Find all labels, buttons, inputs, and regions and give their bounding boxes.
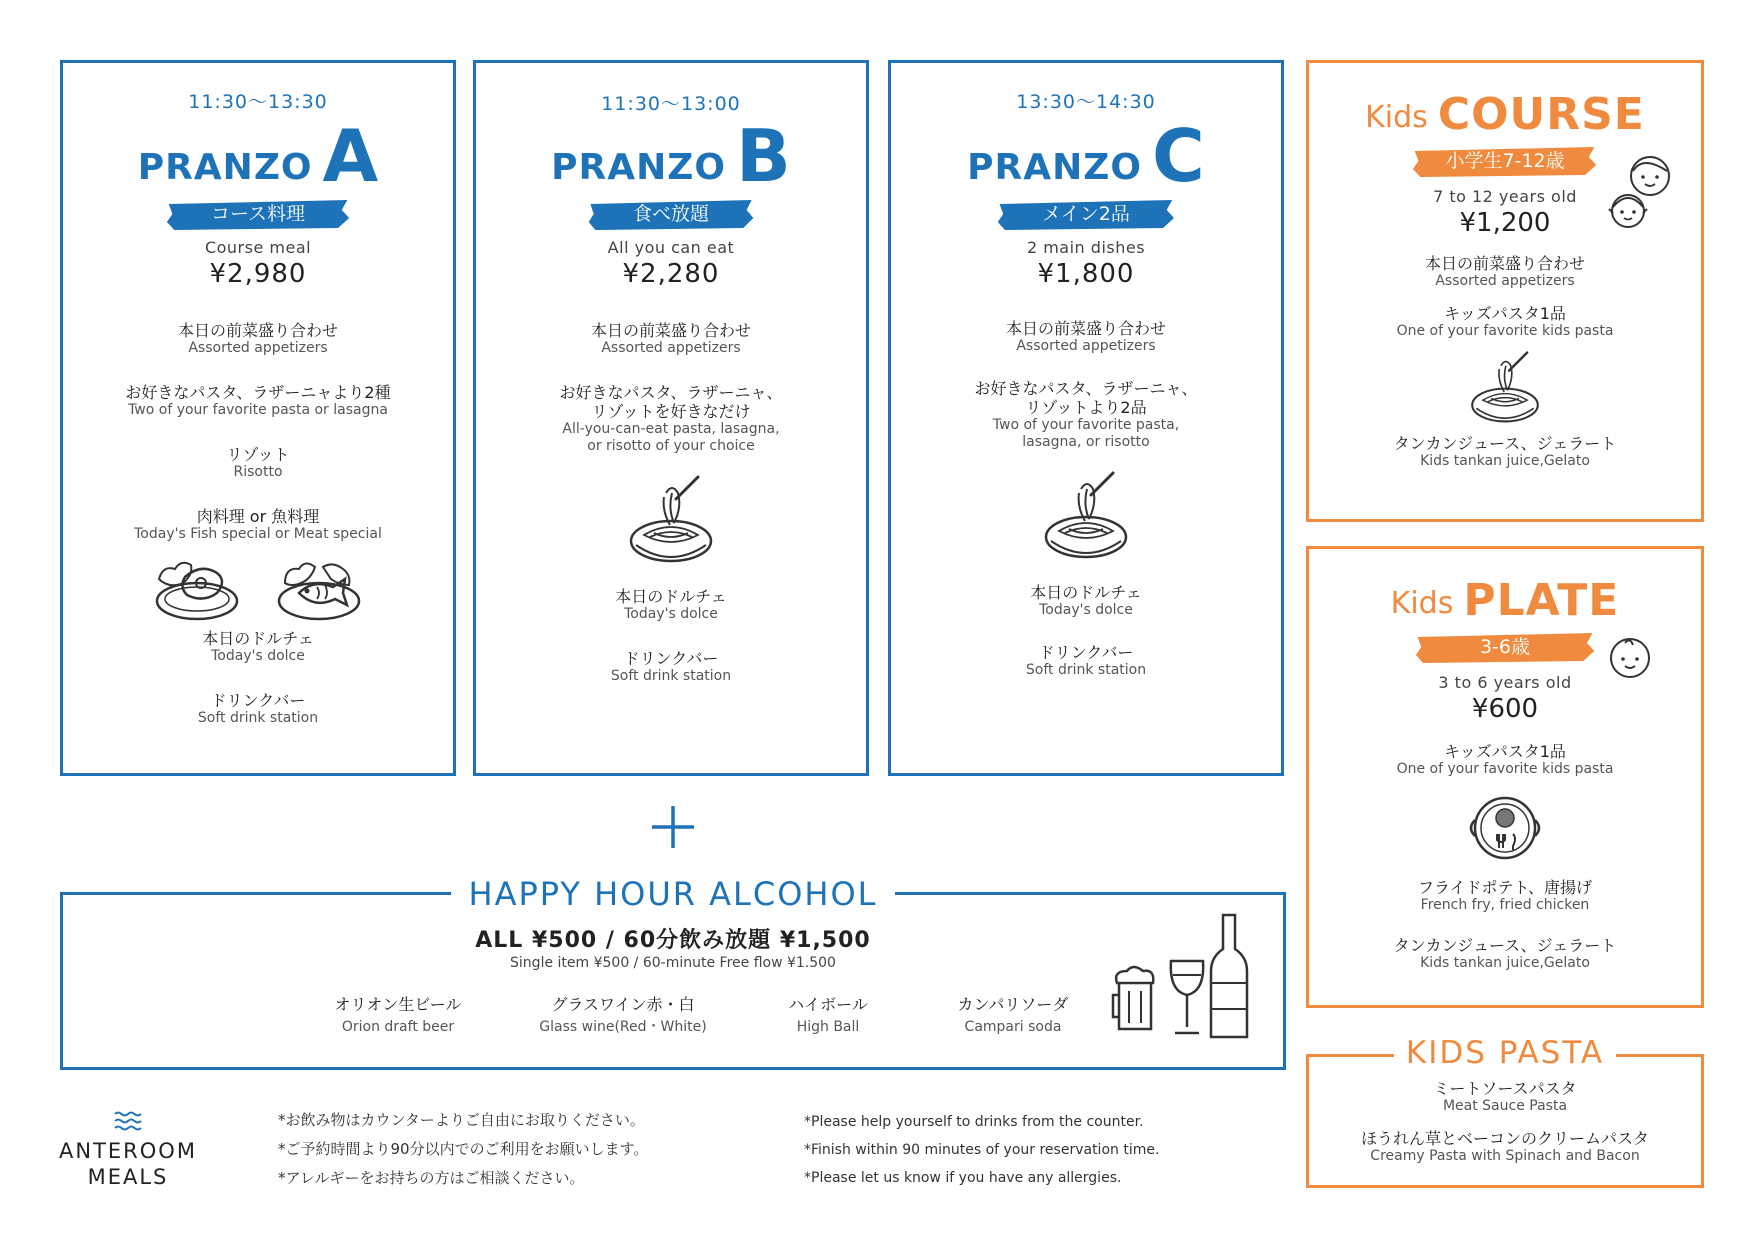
pranzo-c-sub-en: 2 main dishes [1026, 238, 1146, 257]
pranzo-a-sub-en: Course meal [204, 238, 312, 257]
wine-glass-icon [1167, 957, 1207, 1037]
note-en: *Please help yourself to drinks from the counter. [804, 1114, 1144, 1130]
notes-en [804, 1108, 1159, 1192]
kids-plate-item: キッズパスタ1品 One of your favorite kids pasta [1396, 742, 1614, 778]
pranzo-b-panel [473, 60, 869, 776]
note-jp: *お飲み物はカウンターよりご自由にお取りください。 [278, 1111, 645, 1129]
kids-course-age: 7 to 12 years old [1433, 187, 1577, 206]
pasta-icon [626, 469, 716, 569]
note-en: *Finish within 90 minutes of your reservation time. [804, 1142, 1160, 1158]
pranzo-c-item: ドリンクバー Soft drink station [1025, 642, 1147, 679]
kids-plate-kids-label: Kids [1390, 586, 1454, 621]
drink-item: ハイボール High Ball [788, 995, 868, 1035]
kids-pasta-item: ほうれん草とベーコンのクリームパスタ Creamy Pasta with Spinach and Bacon [1360, 1128, 1649, 1165]
drink-item: グラスワイン赤・白 Glass wine(Red・White) [539, 995, 707, 1035]
pranzo-b-item: ドリンクバー Soft drink station [610, 648, 732, 685]
kids-plate-panel [1306, 546, 1704, 1008]
kids-pasta-title: KIDS PASTA [1394, 1035, 1616, 1071]
pranzo-c-item: 本日の前菜盛り合わせ Assorted appetizers [1005, 319, 1166, 355]
pasta-icon [1041, 465, 1131, 565]
pranzo-c-tag: メイン2品 [996, 196, 1176, 232]
meat-plate-icon [151, 555, 243, 625]
pranzo-a-title-word: PRANZO [137, 147, 313, 188]
anteroom-logo [58, 1110, 198, 1191]
pranzo-c-title-letter: C [1151, 114, 1205, 198]
boy-face-icon [1605, 187, 1651, 233]
pranzo-c-item: 本日のドルチェ Today's dolce [1030, 582, 1142, 619]
pranzo-b-sub-en: All you can eat [607, 238, 735, 257]
pranzo-a-time: 11:30〜13:30 [188, 91, 328, 113]
kids-plate-icon [1465, 788, 1545, 868]
pranzo-c-panel [888, 60, 1284, 776]
happy-hour-sub: ALL ¥500 / 60分飲み放題 ¥1,500 [475, 928, 871, 953]
pranzo-a-item: 肉料理 or 魚料理 Today's Fish special or Meat special [134, 506, 382, 543]
kids-course-title: COURSE [1437, 89, 1645, 140]
kids-plate-item: フライドポテト、唐揚げ French fry, fried chicken [1417, 877, 1593, 914]
pranzo-a-item: ドリンクバー Soft drink station [197, 690, 319, 727]
kids-course-item: キッズパスタ1品 One of your favorite kids pasta [1396, 303, 1614, 340]
beer-mug-icon [1109, 965, 1165, 1035]
pranzo-a-title-letter: A [322, 114, 379, 198]
kids-pasta-item: ミートソースパスタ Meat Sauce Pasta [1433, 1079, 1577, 1115]
drink-item: オリオン生ビール Orion draft beer [334, 995, 462, 1035]
waves-icon [113, 1110, 143, 1132]
logo-line1: ANTEROOM [59, 1139, 197, 1163]
pranzo-a-item: 本日のドルチェ Today's dolce [202, 628, 314, 665]
pranzo-c-title-word: PRANZO [967, 147, 1142, 188]
kids-course-tag: 小学生7-12歳 [1411, 143, 1598, 179]
kids-course-panel [1306, 60, 1704, 522]
pranzo-b-title-letter: B [735, 114, 791, 198]
pranzo-a-tag: コース料理 [165, 196, 351, 232]
pranzo-a-panel [60, 60, 456, 776]
pranzo-c-item: お好きなパスタ、ラザーニャ、 リゾットより2品 Two of your favorite pasta, lasagna, or risotto [974, 378, 1198, 451]
kids-course-item: タンカンジュース、ジェラート Kids tankan juice,Gelato [1393, 433, 1617, 470]
happy-hour-sub-en: Single item ¥500 / 60-minute Free flow ¥1.500 [510, 955, 836, 971]
kids-plate-tag: 3-6歳 [1414, 629, 1596, 665]
pranzo-a-item: 本日の前菜盛り合わせ Assorted appetizers [177, 321, 338, 357]
note-jp: *ご予約時間より90分以内でのご利用をお願いします。 [278, 1140, 649, 1158]
pranzo-c-time: 13:30〜14:30 [1016, 91, 1156, 113]
drink-item: カンパリソーダ Campari soda [957, 995, 1069, 1035]
pranzo-c-price: ¥1,800 [1037, 259, 1135, 289]
wine-bottle-icon [1209, 913, 1249, 1039]
pranzo-b-price: ¥2,280 [622, 259, 720, 289]
pranzo-b-tag: 食べ放題 [587, 196, 755, 232]
logo-line2: MEALS [87, 1165, 169, 1190]
note-en: *Please let us know if you have any allergies. [804, 1170, 1122, 1186]
pranzo-b-item: お好きなパスタ、ラザーニャ、 リゾットを好きなだけ All-you-can-eat pasta, lasagna, or risotto of your choice [559, 382, 783, 455]
kids-plate-item: タンカンジュース、ジェラート Kids tankan juice,Gelato [1393, 935, 1617, 972]
happy-hour-title: HAPPY HOUR ALCOHOL [451, 875, 896, 913]
kids-plate-age: 3 to 6 years old [1438, 673, 1572, 692]
pranzo-b-time: 11:30〜13:00 [601, 93, 741, 115]
note-jp: *アレルギーをお持ちの方はご相談ください。 [278, 1169, 585, 1187]
kids-course-price: ¥1,200 [1459, 208, 1551, 238]
kids-plate-price: ¥600 [1471, 694, 1539, 724]
fish-plate-icon [273, 555, 365, 625]
notes-jp [278, 1106, 648, 1193]
pranzo-a-item: お好きなパスタ、ラザーニャより2種 Two of your favorite pasta or lasagna [125, 382, 391, 419]
kids-plate-title: PLATE [1463, 575, 1620, 626]
pranzo-b-item: 本日の前菜盛り合わせ Assorted appetizers [590, 321, 751, 357]
plus-icon [650, 804, 696, 850]
pranzo-b-title-word: PRANZO [551, 147, 726, 188]
baby-face-icon [1607, 635, 1653, 681]
happy-hour-panel [60, 875, 1286, 1070]
pranzo-b-item: 本日のドルチェ Today's dolce [615, 586, 727, 623]
pranzo-a-item: リゾット Risotto [226, 444, 290, 481]
pasta-icon [1465, 346, 1545, 428]
kids-course-item: 本日の前菜盛り合わせ Assorted appetizers [1424, 254, 1585, 290]
kids-course-kids-label: Kids [1365, 100, 1428, 135]
pranzo-a-price: ¥2,980 [209, 259, 307, 289]
kids-pasta-panel [1306, 1035, 1704, 1188]
